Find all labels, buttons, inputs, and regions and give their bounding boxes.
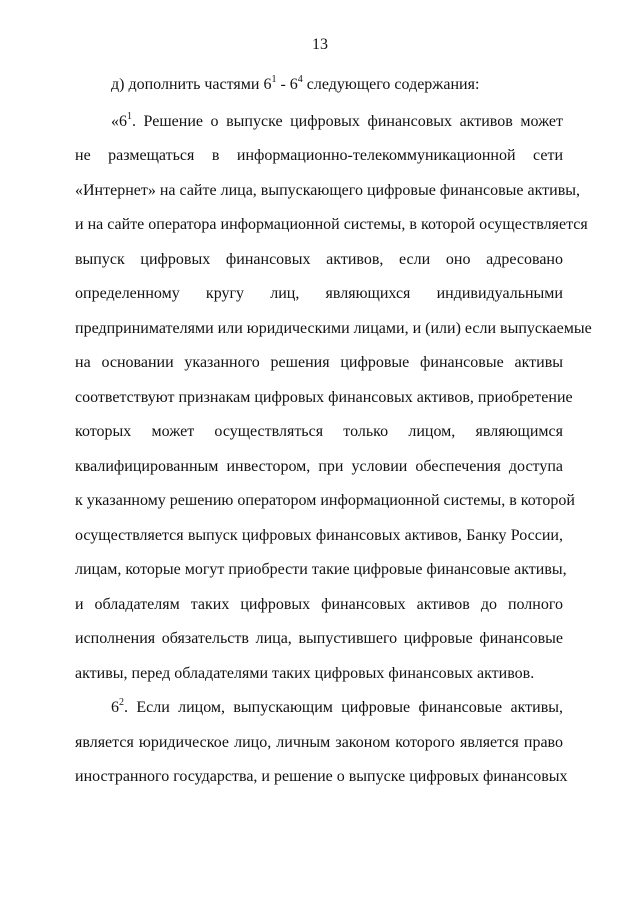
para2-line: является юридическое лицо, личным законом которого является право [75, 733, 563, 751]
para1-line: соответствуют признакам цифровых финансовых активов, приобретение [75, 388, 573, 406]
para1-line: выпуск цифровых финансовых активов, если оно адресовано [75, 250, 563, 268]
document-body [75, 68, 592, 795]
para1-line: и на сайте оператора информационной системы, в которой осуществляется [75, 216, 588, 233]
intro-superscript-b: 4 [297, 74, 303, 85]
page-number: 13 [312, 36, 328, 53]
para1-line: квалифицированным инвестором, при условии обеспечения доступа [75, 457, 563, 475]
para1-line: на основании указанного решения цифровые финансовые активы [75, 354, 563, 371]
para1-line: лицам, которые могут приобрести такие цифровые финансовые активы, [75, 561, 567, 578]
intro-text-a: д) дополнить частями 6 [111, 76, 272, 93]
para2-superscript: 2 [119, 697, 124, 708]
para2-line-1 [75, 691, 563, 726]
para1-line: предпринимателями или юридическими лицами, и (или) если выпускаемые [75, 319, 592, 337]
para2-prefix: 6 [111, 699, 119, 716]
para1-line: к указанному решению оператором информационной системы, в которой [75, 492, 575, 509]
intro-text-b: - 6 [276, 76, 298, 93]
para1-line-1 [75, 105, 563, 140]
para1-prefix: «6 [111, 112, 127, 130]
para2-first-rest: . Если лицом, выпускающим цифровые финансовые активы, [124, 699, 563, 716]
para1-superscript: 1 [127, 110, 132, 122]
para1-line: и обладателям таких цифровых финансовых активов до полного [75, 595, 563, 613]
intro-superscript-a: 1 [271, 74, 277, 85]
para1-first-rest: . Решение о выпуске цифровых финансовых активов может [132, 112, 563, 130]
para1-line: осуществляется выпуск цифровых финансовых активов, Банку России, [75, 526, 563, 544]
para1-line: которых может осуществляться только лицом, являющимся [75, 423, 563, 440]
para1-line: определенному кругу лиц, являющихся индивидуальными [75, 285, 563, 302]
para1-last-line: активы, перед обладателями таких цифровых финансовых активов. [75, 664, 535, 682]
para1-line: «Интернет» на сайте лица, выпускающего цифровые финансовые активы, [75, 181, 581, 199]
para1-line: исполнения обязательств лица, выпустившего цифровые финансовые [75, 630, 563, 647]
intro-line [75, 68, 563, 103]
intro-text-c: следующего содержания: [302, 76, 480, 93]
para2-line: иностранного государства, и решение о выпуске цифровых финансовых [75, 768, 568, 785]
para1-line: не размещаться в информационно-телекоммуникационной сети [75, 147, 563, 164]
